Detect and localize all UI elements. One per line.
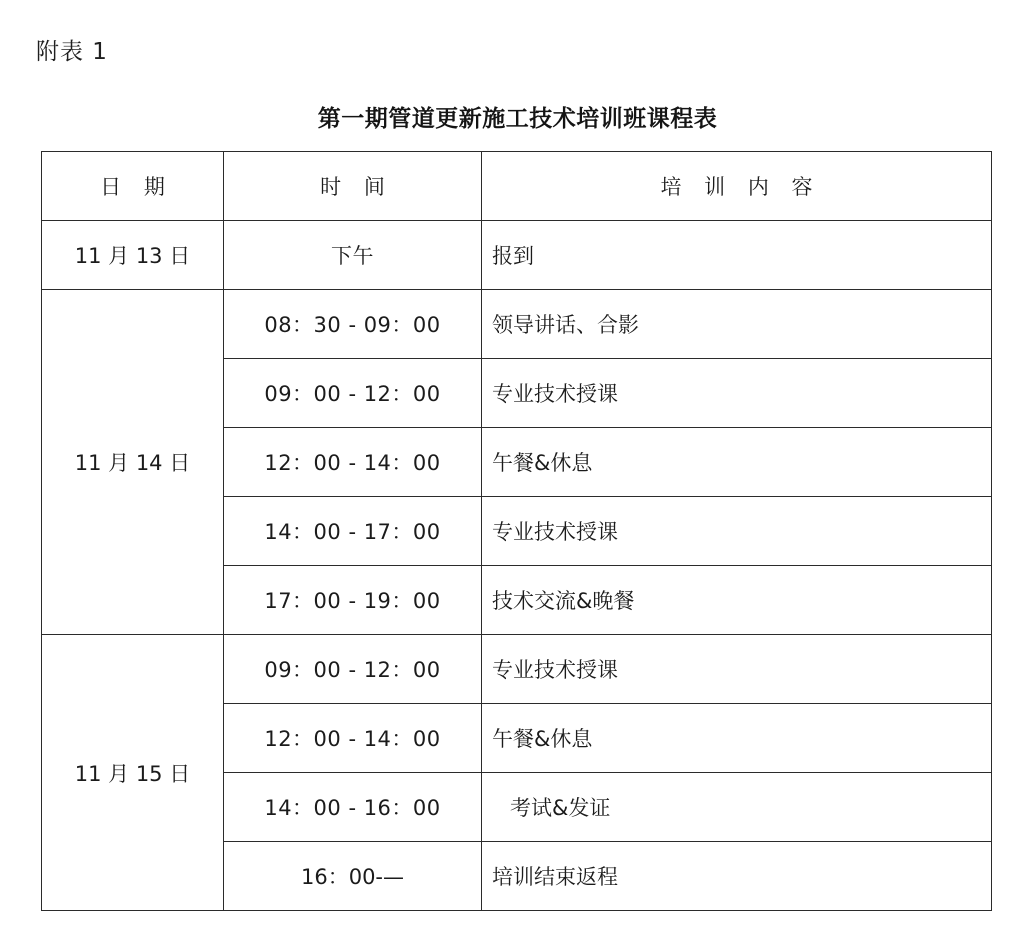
header-cell-date: 日 期 <box>42 152 224 221</box>
cell-content: 培训结束返程 <box>482 842 992 911</box>
cell-time: 17：00 - 19：00 <box>224 566 482 635</box>
cell-time: 下午 <box>224 221 482 290</box>
cell-time: 08：30 - 09：00 <box>224 290 482 359</box>
header-cell-content: 培 训 内 容 <box>482 152 992 221</box>
table-body <box>42 152 992 911</box>
cell-time: 12：00 - 14：00 <box>224 704 482 773</box>
cell-time: 14：00 - 17：00 <box>224 497 482 566</box>
cell-content: 报到 <box>482 221 992 290</box>
attachment-label: 附表 1 <box>36 39 108 65</box>
header-cell-time: 时 间 <box>224 152 482 221</box>
cell-time: 09：00 - 12：00 <box>224 635 482 704</box>
table-row <box>42 635 992 704</box>
cell-date: 11 月 15 日 <box>42 635 224 911</box>
document-title: 第一期管道更新施工技术培训班课程表 <box>317 106 718 132</box>
cell-content: 午餐&休息 <box>482 428 992 497</box>
table-row <box>42 290 992 359</box>
cell-content: 技术交流&晚餐 <box>482 566 992 635</box>
cell-date: 11 月 14 日 <box>42 290 224 635</box>
cell-time: 09：00 - 12：00 <box>224 359 482 428</box>
cell-content: 考试&发证 <box>482 773 992 842</box>
cell-content: 专业技术授课 <box>482 635 992 704</box>
cell-date: 11 月 13 日 <box>42 221 224 290</box>
table-row <box>42 221 992 290</box>
table-header-row <box>42 152 992 221</box>
cell-content: 午餐&休息 <box>482 704 992 773</box>
training-schedule-table <box>41 151 992 911</box>
cell-content: 专业技术授课 <box>482 497 992 566</box>
cell-time: 16：00-— <box>224 842 482 911</box>
cell-time: 14：00 - 16：00 <box>224 773 482 842</box>
cell-content: 领导讲话、合影 <box>482 290 992 359</box>
cell-content: 专业技术授课 <box>482 359 992 428</box>
cell-time: 12：00 - 14：00 <box>224 428 482 497</box>
